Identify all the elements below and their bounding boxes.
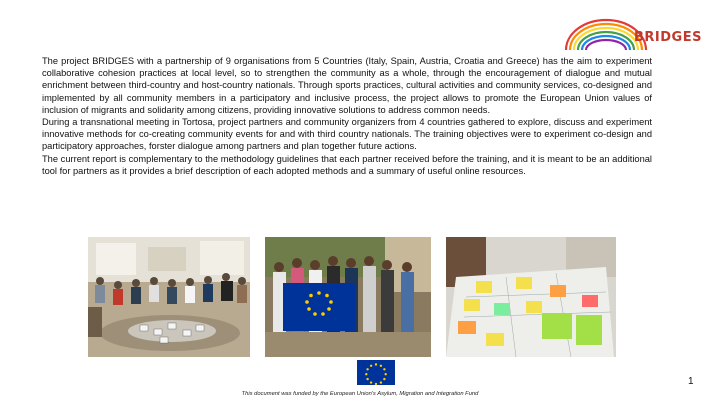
- funding-note: This document was funded by the European Union's Asylum, Migration and Integration Fund: [241, 391, 479, 397]
- eu-flag-icon: [357, 360, 395, 385]
- photo-group-circle: [88, 237, 250, 357]
- photo-group-eu-flag-icon: [265, 237, 431, 357]
- photo-sticky-notes-icon: [446, 237, 616, 357]
- photo-sticky-notes: [446, 237, 616, 357]
- paragraph-meeting: During a transnational meeting in Tortosa, project partners and community organizers from 4 countries gathered to explore, discuss and experiment innovative methods for co-creating community events for and with third country nationals. The training objectives were to experiment co-design and participatory approaches, forster dialogue among partners and plan together future actions.: [42, 117, 652, 152]
- page-number: 1: [688, 376, 694, 387]
- photo-group-eu-flag: [265, 237, 431, 357]
- paragraph-report: The current report is complementary to the methodology guidelines that each partner received before the training, and it is meant to be an additional tool for partners as it provides a brief description of each adopted methods and a summary of useful online resources.: [42, 153, 652, 176]
- photo-group-circle-icon: [88, 237, 250, 357]
- logo-text: BRIDGES: [634, 30, 702, 45]
- paragraph-project: The project BRIDGES with a partnership of 9 organisations from 5 Countries (Italy, Spain, Austria, Croatia and Greece) has the aim to experiment collaborative cohesion practices at local level, so to strengthen the community as a whole, through the encouragement of dialogue and mutual enrichment between third-country and host-country nationals. Through sports practices, cultural activities and community services, co-designed and implemented by all community members in a participatory and inclusive process, the project allows to promote the European Union values of inclusion of migrants and solidarity among citizens, providing innovative solutions to address common needs.: [42, 56, 652, 115]
- body-text: [42, 55, 652, 177]
